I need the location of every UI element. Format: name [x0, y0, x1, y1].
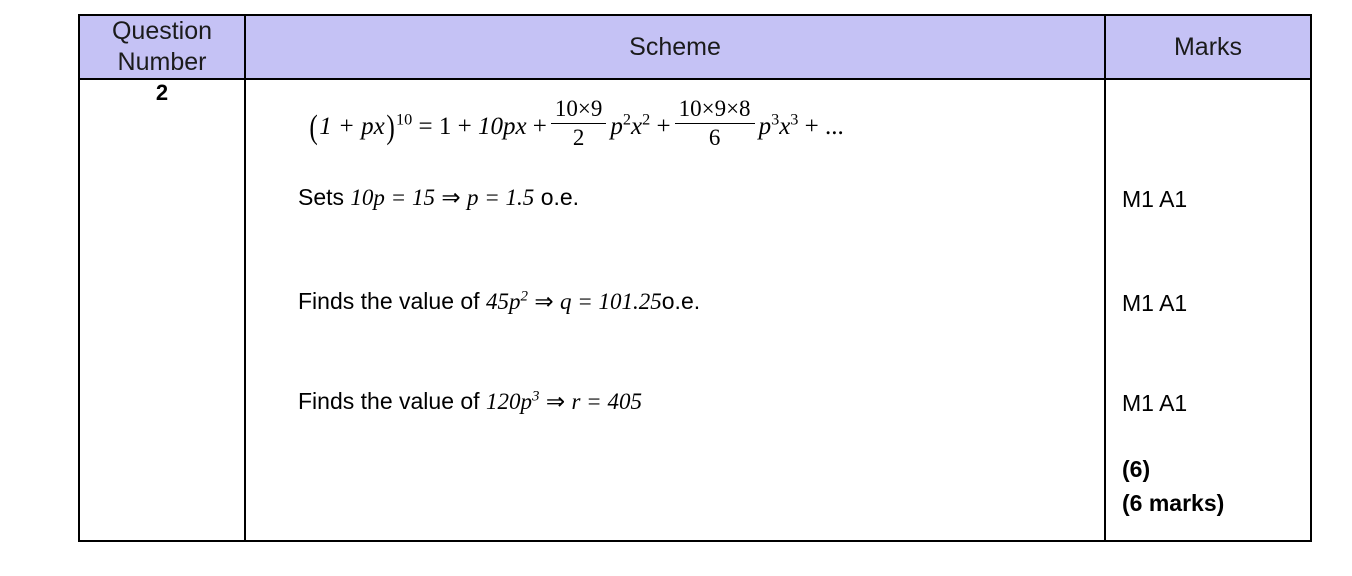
scheme-line-finds-r [298, 388, 642, 415]
expansion-term-2-x-exp: 2 [642, 110, 651, 129]
expansion-term-3-x: x [779, 112, 791, 140]
finds-q-result: q = 101.25 [559, 289, 662, 314]
sets-lead-text: Sets [298, 184, 351, 210]
expansion-fraction-2 [675, 96, 755, 151]
finds-q-oe-note: o.e. [661, 288, 701, 314]
expansion-fraction-1 [551, 96, 606, 151]
finds-q-lead-text: Finds the value of [298, 288, 486, 314]
table-body [79, 79, 1311, 541]
column-header-scheme: Scheme [245, 15, 1105, 79]
expansion-term-3-p-exp: 3 [771, 110, 780, 129]
table-header [79, 15, 1311, 79]
expansion-base: 1 + px [319, 112, 385, 140]
expansion-term-0: 1 [438, 112, 452, 140]
finds-r-expression-exponent: 3 [531, 388, 540, 405]
paren-open: ( [309, 108, 318, 146]
cell-question-number: 2 [79, 79, 245, 541]
paren-close: ) [386, 108, 395, 146]
expansion-term-2-p-exp: 2 [622, 110, 632, 129]
expansion-term-3-p: p [758, 112, 772, 140]
fraction-numerator: 10×9 [551, 96, 606, 124]
marks-entry-3: M1 A1 [1122, 390, 1188, 416]
header-row [79, 15, 1311, 79]
equals-sign: = [418, 112, 433, 140]
markscheme-table [78, 14, 1312, 542]
fraction-numerator: 10×9×8 [675, 96, 755, 124]
implies-arrow: ⇒ [545, 389, 566, 414]
implies-arrow: ⇒ [441, 185, 461, 210]
cell-marks [1105, 79, 1311, 541]
expansion-term-3-x-exp: 3 [790, 110, 799, 129]
cell-scheme [245, 79, 1105, 541]
marks-entry-1: M1 A1 [1122, 186, 1188, 212]
expansion-term-1: 10px [477, 112, 527, 140]
sets-oe-note: o.e. [540, 184, 580, 210]
column-header-question-number [79, 15, 245, 79]
sets-equation-1: 10p = 15 [350, 185, 435, 210]
column-header-marks: Marks [1105, 15, 1311, 79]
expansion-tail: + ... [804, 112, 844, 140]
finds-r-expression: 120p [485, 389, 532, 414]
marks-subtotal: (6) [1122, 456, 1151, 482]
finds-r-result: r = 405 [571, 389, 642, 414]
marks-entry-2: M1 A1 [1122, 290, 1188, 316]
question-number-header-line2: Number [117, 48, 207, 76]
expansion-power: 10 [395, 110, 413, 129]
scheme-line-expansion: (1 + px)$^{10}$ = 1 + 10px + $\frac{10\times 9}{2}$ $p^2x^2$ + $\frac{10\times 9\times 8}{6}$ $p^3x^3$ + ... [309, 96, 844, 150]
expansion-term-2-p: p [610, 112, 623, 140]
expansion-term-2-x: x [631, 112, 643, 140]
scheme-line-finds-q [298, 288, 700, 315]
fraction-denominator: 2 [572, 125, 585, 150]
question-number-header-line1: Question [111, 17, 213, 45]
fraction-denominator: 6 [708, 125, 721, 150]
table-row [79, 79, 1311, 541]
scheme-line-sets-p [298, 184, 579, 211]
sets-equation-2: p = 1.5 [467, 185, 535, 210]
finds-q-expression-exponent: 2 [520, 288, 528, 305]
marks-total-label: (6 marks) [1122, 490, 1225, 516]
finds-r-lead-text: Finds the value of [298, 388, 486, 414]
finds-q-expression: 45p [485, 289, 521, 314]
implies-arrow: ⇒ [534, 289, 554, 314]
